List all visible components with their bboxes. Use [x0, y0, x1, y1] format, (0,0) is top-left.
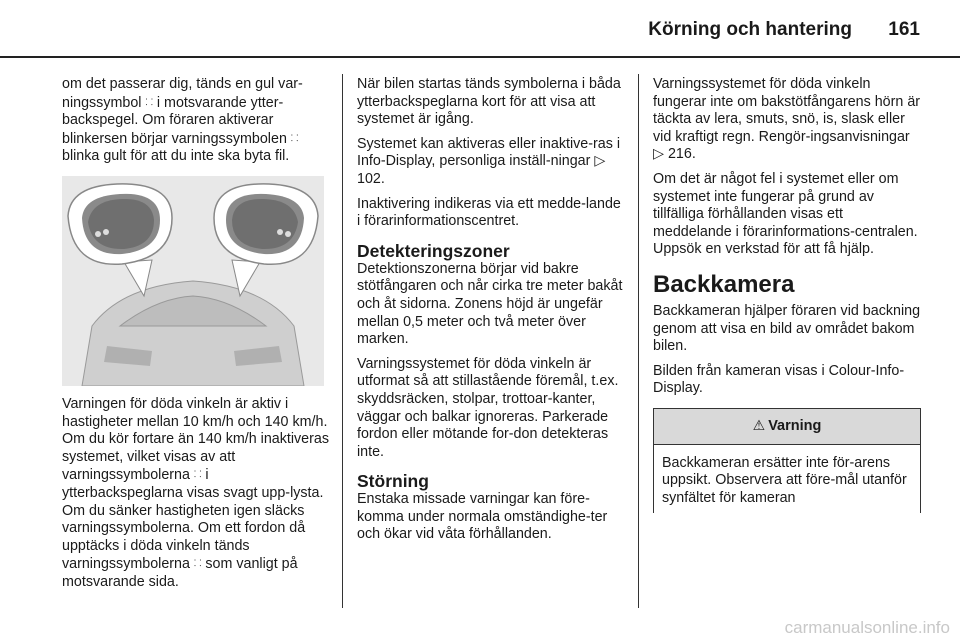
car-warning-icon: ⸬: [193, 558, 202, 569]
paragraph: När bilen startas tänds symbolerna i båda ytterbackspeglarna kort för att visa att systemet är igång.: [357, 76, 621, 128]
text: blinka gult för att du inte ska byta fil.: [62, 148, 290, 165]
paragraph: Varningssystemet för döda vinkeln är utformat så att stillastående föremål, t.ex. skyddsräcken, stolpar, trottoar-kanter, väggar och balkar ignoreras. Parkerade fordon eller mötande for-don detekteras inte.: [357, 355, 619, 460]
page-number: 161: [888, 19, 920, 40]
page-ref-arrow-icon: ▷: [653, 146, 664, 163]
paragraph: Backkameran hjälper föraren vid backning genom att visa en bild av området bakom bilen.: [653, 302, 921, 355]
paragraph: Enstaka missade varningar kan före-komma under normala omständighe-ter och ökar vid våta förhållanden.: [357, 491, 608, 543]
subheading-fault: Störning: [357, 471, 429, 492]
page-header: [0, 0, 960, 60]
car-warning-icon: ⸬: [145, 96, 153, 107]
paragraph: [653, 76, 921, 164]
text: som vanligt på motsvarande sida.: [62, 556, 298, 590]
warning-box: [653, 408, 921, 513]
paragraph: [62, 396, 330, 592]
subheading-zones: Detekteringszoner: [357, 240, 510, 261]
warning-body: Backkameran ersätter inte för-arens uppsikt. Observera att före-mål utanför synfältet för kameran: [662, 454, 907, 506]
column-2: [357, 76, 627, 551]
paragraph: [62, 76, 330, 166]
mirror-illustration: [62, 176, 324, 386]
paragraph: Bilden från kameran visas i Colour-Info-Display.: [653, 362, 905, 397]
warning-icon: ⚠: [752, 416, 766, 433]
paragraph: Inaktivering indikeras via ett medde-lande i förarinformationscentret.: [357, 195, 621, 230]
text: Varningen för döda vinkeln är aktiv i hastigheter mellan 10 km/h och 140 km/h. Om du kör fortare än 140 km/h inaktiveras systemet, vilket visas av att varningssymbolerna: [62, 395, 329, 484]
warning-title: Varning: [768, 417, 822, 434]
column-divider: [342, 74, 343, 608]
watermark: carmanualsonline.info: [784, 618, 950, 637]
text: Varningssystemet för döda vinkeln fungerar inte om bakstötfångarens hörn är täckta av lera, smuts, snö, is, slask eller vid kraftigt regn. Rengör-ingsanvisningar: [653, 76, 921, 145]
paragraph: Om det är något fel i systemet eller om systemet inte fungerar på grund av tillfälliga förhållanden visas ett meddelande i förarinformations-centralen. Uppsök en verkstad för att få hjälp.: [653, 170, 918, 258]
header-rule: [0, 56, 960, 58]
column-1: [62, 76, 330, 599]
column-divider: [638, 74, 639, 608]
text: om det passerar dig, tänds en gul var-ningssymbol: [62, 76, 303, 111]
car-warning-icon: ⸬: [290, 132, 299, 143]
text: i motsvarande ytter-backspegel. Om föraren aktiverar blinkersen börjar varningssymbolen: [62, 94, 287, 147]
paragraph: Detektionszonerna börjar vid bakre stötfångaren och når cirka tre meter bakåt och åt sidorna. Zonens höjd är ungefär mellan 0,5 meter och två meter över marken.: [357, 260, 623, 348]
column-3: [653, 76, 921, 513]
warning-header: [654, 409, 920, 445]
car-warning-icon: ⸬: [193, 469, 202, 480]
section-title: Körning och hantering: [648, 19, 852, 40]
text: Systemet kan aktiveras eller inaktive-ras i Info-Display, personliga inställ-ningar: [357, 135, 620, 170]
section-heading-camera: Backkamera: [653, 270, 795, 298]
page-ref-link[interactable]: 216.: [667, 146, 696, 163]
paragraph: [357, 136, 627, 189]
text: i ytterbackspeglarna visas svagt upp-lysta. Om du sänker hastigheten igen släcks varningssymbolerna. Om ett fordon då upptäcks i döda vinkeln tänds varningssymbolerna: [62, 467, 324, 573]
page-ref-link[interactable]: 102.: [357, 170, 385, 187]
page-ref-arrow-icon: ▷: [594, 153, 606, 170]
